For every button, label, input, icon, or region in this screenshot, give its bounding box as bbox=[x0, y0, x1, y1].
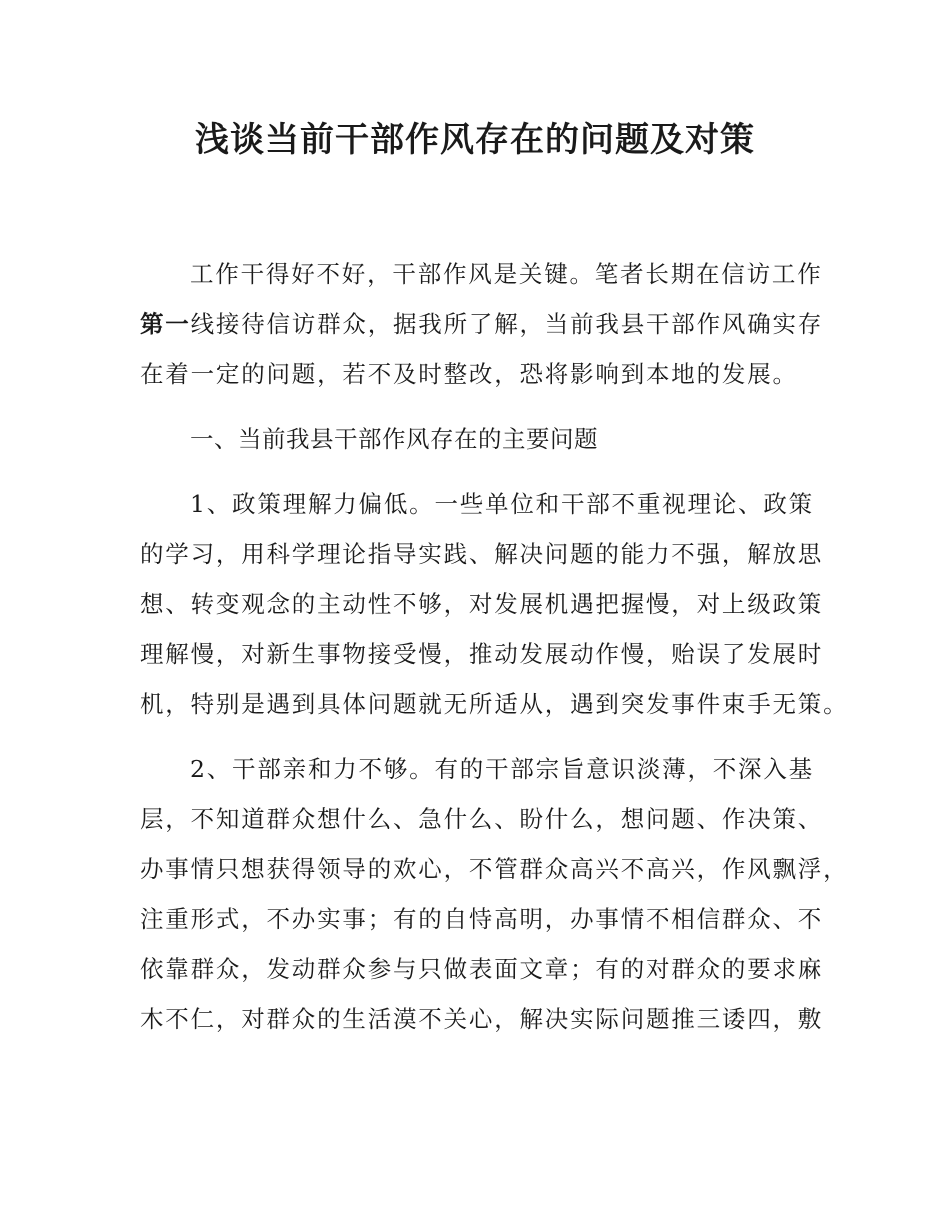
para1-line-5: 机，特别是遇到具体问题就无所适从，遇到突发事件束手无策。 bbox=[140, 690, 849, 718]
para2-line-4: 注重形式，不办实事；有的自恃高明，办事情不相信群众、不 bbox=[140, 905, 824, 933]
document-title: 浅谈当前干部作风存在的问题及对策 bbox=[195, 120, 755, 160]
para2-line-6: 木不仁，对群众的生活漠不关心，解决实际问题推三诿四，敷 bbox=[140, 1005, 824, 1033]
intro-line-1: 工作干得好不好，干部作风是关键。笔者长期在信访工作 bbox=[190, 260, 823, 288]
para2-line-2: 层，不知道群众想什么、急什么、盼什么，想问题、作决策、 bbox=[140, 805, 824, 833]
para2-line-1: 2、干部亲和力不够。有的干部宗旨意识淡薄，不深入基 bbox=[190, 755, 814, 783]
para2-line-3: 办事情只想获得领导的欢心，不管群众高兴不高兴，作风飘浮， bbox=[140, 855, 849, 883]
para1-line-4: 理解慢，对新生事物接受慢，推动发展动作慢，贻误了发展时 bbox=[140, 640, 824, 668]
para2-line-5: 依靠群众，发动群众参与只做表面文章；有的对群众的要求麻 bbox=[140, 955, 824, 983]
section-heading-1: 一、当前我县干部作风存在的主要问题 bbox=[190, 425, 598, 453]
intro-line-2-rest: 线接待信访群众，据我所了解，当前我县干部作风确实存 bbox=[190, 310, 824, 338]
para1-line-1: 1、政策理解力偏低。一些单位和干部不重视理论、政策 bbox=[190, 490, 814, 518]
para1-line-3: 想、转变观念的主动性不够，对发展机遇把握慢，对上级政策 bbox=[140, 590, 824, 618]
intro-line-3: 在着一定的问题，若不及时整改，恐将影响到本地的发展。 bbox=[140, 360, 798, 388]
para1-line-2: 的学习，用科学理论指导实践、解决问题的能力不强，解放思 bbox=[140, 540, 824, 568]
intro-bold-lead: 第一 bbox=[140, 310, 191, 338]
intro-line-2 bbox=[140, 304, 823, 344]
